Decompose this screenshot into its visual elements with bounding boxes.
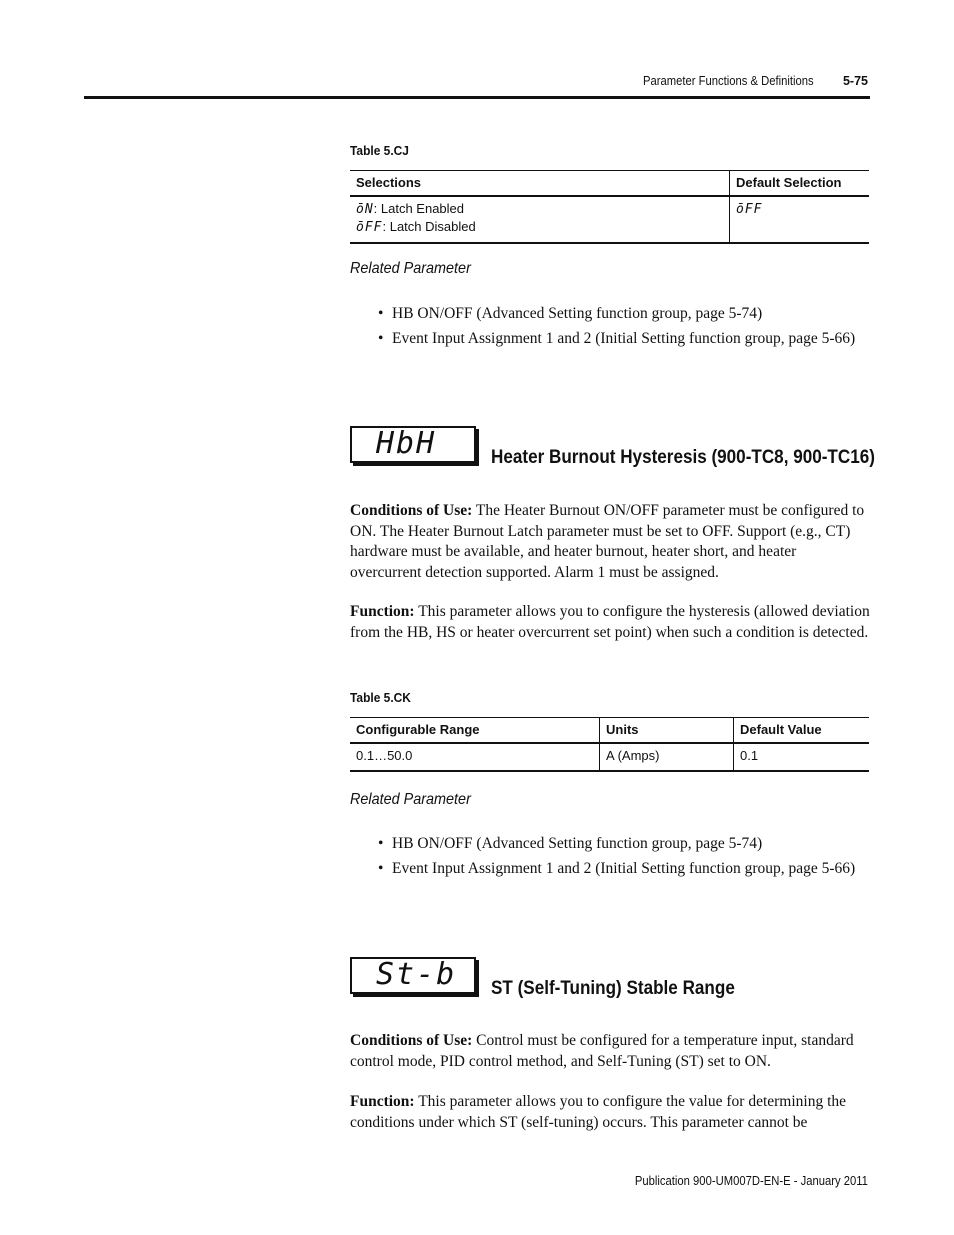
table-cj (350, 170, 869, 244)
related-parameter-list (378, 304, 868, 354)
section-title: Heater Burnout Hysteresis (900-TC8, 900-TC16) (491, 447, 875, 468)
table-header-row (350, 718, 869, 744)
bullet-icon: • (378, 305, 384, 322)
col-header-configurable-range: Configurable Range (350, 718, 600, 744)
list-item (378, 304, 868, 324)
related-parameter-list (378, 834, 868, 884)
conditions-label: Conditions of Use: (350, 502, 473, 519)
function-text: This parameter allows you to configure the hysteresis (allowed deviation from the HB, HS or heater overcurrent set point) when such a condition is detected. (350, 603, 870, 641)
col-header-units: Units (600, 718, 734, 744)
lcd-display-text: St-b (376, 957, 457, 992)
list-item (378, 329, 868, 349)
related-parameter-heading: Related Parameter (350, 260, 471, 277)
list-item-text: Event Input Assignment 1 and 2 (Initial Setting function group, page 5-66) (392, 860, 856, 877)
lcd-display-text: HbH (376, 426, 437, 461)
list-item (378, 834, 868, 854)
function-label: Function: (350, 603, 415, 620)
table-header-row (350, 171, 869, 197)
bullet-icon: • (378, 330, 384, 347)
bullet-icon: • (378, 835, 384, 852)
bullet-icon: • (378, 860, 384, 877)
table-cj-caption: Table 5.CJ (350, 143, 409, 158)
page-footer: Publication 900-UM007D-EN-E - January 2011 (634, 1174, 868, 1188)
cell-default-selection (730, 196, 870, 243)
list-item-text: HB ON/OFF (Advanced Setting function group, page 5-74) (392, 835, 763, 852)
list-item (378, 859, 868, 879)
section-title: ST (Self-Tuning) Stable Range (491, 978, 735, 999)
header-page-number: 5-75 (842, 74, 868, 88)
function-label: Function: (350, 1093, 415, 1110)
conditions-paragraph (350, 1031, 870, 1072)
conditions-text: The Heater Burnout ON/OFF parameter must be configured to ON. The Heater Burnout Latch parameter must be set to OFF. Support (e.g., CT) hardware must be available, and heater burnout, heater short, and heater overcurrent detection supported. Alarm 1 must be assigned. (350, 502, 865, 581)
lcd-display-box (350, 426, 476, 463)
function-text: This parameter allows you to configure the value for determining the conditions under which ST (self-tuning) occurs. This parameter cannot be (350, 1093, 847, 1131)
list-item-text: HB ON/OFF (Advanced Setting function group, page 5-74) (392, 305, 763, 322)
col-header-selections: Selections (350, 171, 730, 197)
related-parameter-heading: Related Parameter (350, 791, 471, 808)
lcd-code-on: ōN (356, 202, 374, 217)
table-row (350, 743, 869, 771)
table-ck (350, 717, 869, 772)
conditions-paragraph (350, 501, 870, 583)
header-rule (84, 96, 870, 99)
lcd-code-off: ōFF (356, 220, 383, 235)
list-item-text: Event Input Assignment 1 and 2 (Initial Setting function group, page 5-66) (392, 330, 856, 347)
function-paragraph (350, 1092, 870, 1133)
lcd-display-box (350, 957, 476, 994)
lcd-code-default: ōFF (736, 202, 763, 217)
conditions-label: Conditions of Use: (350, 1032, 473, 1049)
cell-default: 0.1 (734, 743, 870, 771)
cell-units: A (Amps) (600, 743, 734, 771)
cell-range: 0.1…50.0 (350, 743, 600, 771)
selection-off-label: : Latch Disabled (382, 219, 476, 234)
header-section-title: Parameter Functions & Definitions (643, 74, 814, 88)
page-header (0, 74, 954, 94)
conditions-text: Control must be configured for a temperature input, standard control mode, PID control method, and Self-Tuning (ST) set to ON. (350, 1032, 854, 1070)
function-paragraph (350, 602, 870, 643)
col-header-default-value: Default Value (734, 718, 870, 744)
table-ck-caption: Table 5.CK (350, 690, 411, 705)
cell-selections (350, 196, 730, 243)
col-header-default-selection: Default Selection (730, 171, 870, 197)
table-row (350, 196, 869, 243)
selection-on-label: : Latch Enabled (373, 201, 465, 216)
